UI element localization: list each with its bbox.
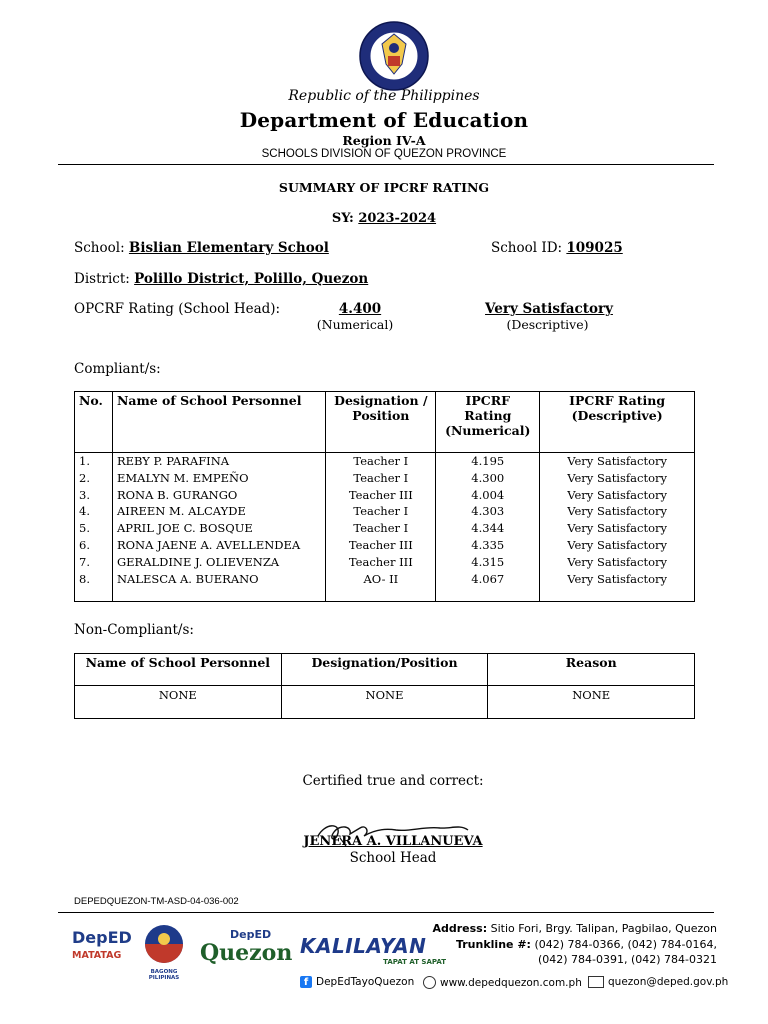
opcrf-numerical-caption: (Numerical) [316,317,394,332]
header-divider [58,164,714,165]
school-label: School: [74,240,125,256]
row-position: Teacher III [326,554,436,571]
district-value: Polillo District, Polillo, Quezon [134,271,369,287]
row-no: 5. [75,520,113,537]
row-descriptive: Very Satisfactory [540,537,695,554]
row-name: APRIL JOE C. BOSQUE [112,520,325,537]
non-compliant-table [74,653,695,719]
row-rating: 4.303 [436,503,540,520]
footer-divider [58,912,714,913]
footer-address-block [420,921,717,968]
signatory-title: School Head [349,850,437,866]
school-id-value: 109025 [566,240,623,256]
row-no: 2. [75,470,113,487]
compliant-label: Compliant/s: [74,361,161,377]
col-header-name: Name of School Personnel [112,392,325,453]
trunkline-label: Trunkline #: [455,937,531,951]
document-code: DEPEDQUEZON-TM-ASD-04-036-002 [74,896,239,907]
school-name: Bislian Elementary School [128,240,329,256]
opcrf-descriptive-value: Very Satisfactory [485,301,613,317]
table-row [75,554,695,571]
compliant-table [74,391,695,602]
sy-label: SY: [331,211,354,226]
opcrf-descriptive [474,301,624,317]
row-position: Teacher I [326,470,436,487]
sy-value: 2023-2024 [358,211,437,226]
row-rating: 4.067 [436,571,540,588]
kalilayan-text: KALILAYAN [300,934,427,958]
address-label: Address: [432,922,488,935]
row-position: Teacher I [326,503,436,520]
row-position: Teacher III [326,537,436,554]
region-heading: Region IV-A [342,133,426,148]
table-row [75,520,695,537]
certification-label: Certified true and correct: [302,773,484,789]
table-row [75,470,695,487]
row-position: Teacher III [326,487,436,504]
email-text: quezon@deped.gov.ph [608,976,729,988]
row-reason: NONE [488,686,695,719]
matatag-logo-text: MATATAG [72,950,122,961]
table-row [75,537,695,554]
signatory-name: JENERA A. VILLANUEVA [303,834,483,849]
globe-icon [423,976,436,989]
bagong-pilipinas-logo [136,923,192,981]
table-row [75,571,695,588]
row-descriptive: Very Satisfactory [540,470,695,487]
document-title: SUMMARY OF IPCRF RATING [278,180,490,195]
row-name: REBY P. PARAFINA [112,453,325,470]
district-label: District: [74,271,130,287]
school-year [0,211,768,226]
deped-seal-logo [358,20,430,92]
facebook-icon: f [300,976,312,988]
row-rating: 4.344 [436,520,540,537]
table-row-blank [75,587,695,602]
row-name: AIREEN M. ALCAYDE [112,503,325,520]
row-descriptive: Very Satisfactory [540,554,695,571]
row-no: 8. [75,571,113,588]
opcrf-numerical-value: 4.400 [338,301,382,317]
kalilayan-subtext: TAPAT AT SAPAT [383,958,446,966]
col-header-reason: Reason [488,654,695,686]
bagong-pilipinas-emblem [136,923,192,965]
row-position: Teacher I [326,520,436,537]
row-rating: 4.335 [436,537,540,554]
row-rating: 4.004 [436,487,540,504]
address-value: Sitio Fori, Brgy. Talipan, Pagbilao, Quezon [490,922,717,935]
row-descriptive: Very Satisfactory [540,453,695,470]
deped-logo-text: DepED [72,928,132,947]
col-header-no: No. [75,392,113,453]
row-name: GERALDINE J. OLIEVENZA [112,554,325,571]
table-row [75,686,695,719]
email-link[interactable] [588,976,728,988]
deped-quezon-logo [200,928,292,970]
row-name: NONE [75,686,282,719]
table-row [75,453,695,470]
row-rating: 4.195 [436,453,540,470]
row-descriptive: Very Satisfactory [540,520,695,537]
col-header-name: Name of School Personnel [75,654,282,686]
non-compliant-label: Non-Compliant/s: [74,622,194,638]
facebook-text: DepEdTayoQuezon [316,976,415,988]
row-no: 1. [75,453,113,470]
quezon-logo-text: Quezon [200,940,293,966]
row-no: 4. [75,503,113,520]
opcrf-numerical [300,301,420,317]
row-descriptive: Very Satisfactory [540,571,695,588]
row-position: AO- II [326,571,436,588]
school-id-label: School ID: [491,240,563,256]
website-link[interactable] [423,976,582,989]
table-row [75,487,695,504]
row-name: NALESCA A. BUERANO [112,571,325,588]
division-heading: SCHOOLS DIVISION OF QUEZON PROVINCE [261,148,507,160]
opcrf-descriptive-caption: (Descriptive) [506,317,589,332]
row-no: 6. [75,537,113,554]
row-descriptive: Very Satisfactory [540,503,695,520]
col-header-descriptive: IPCRF Rating (Descriptive) [540,392,695,453]
col-header-rating: IPCRF Rating (Numerical) [436,392,540,453]
school-id-line [491,240,623,256]
website-text: www.depedquezon.com.ph [440,976,582,989]
col-header-position: Designation/Position [281,654,488,686]
row-descriptive: Very Satisfactory [540,487,695,504]
deped-matatag-logo [72,928,130,968]
row-rating: 4.300 [436,470,540,487]
row-position: NONE [281,686,488,719]
republic-heading: Republic of the Philippines [288,88,480,104]
deped-quezon-top: DepED [230,928,272,941]
department-heading: Department of Education [239,108,529,132]
row-name: EMALYN M. EMPEÑO [112,470,325,487]
bagong-pilipinas-text: BAGONG PILIPINAS [148,969,180,981]
trunkline-1: (042) 784-0366, (042) 784-0164, [534,937,717,951]
envelope-icon [588,976,604,988]
facebook-link[interactable] [300,976,414,988]
table-row [75,503,695,520]
opcrf-label: OPCRF Rating (School Head): [74,301,281,317]
row-name: RONA B. GURANGO [112,487,325,504]
row-position: Teacher I [326,453,436,470]
school-line [74,240,329,256]
row-no: 3. [75,487,113,504]
trunkline-2: (042) 784-0391, (042) 784-0321 [537,953,717,966]
col-header-position: Designation / Position [326,392,436,453]
district-line [74,271,368,287]
row-name: RONA JAENE A. AVELLENDEA [112,537,325,554]
row-no: 7. [75,554,113,571]
row-rating: 4.315 [436,554,540,571]
